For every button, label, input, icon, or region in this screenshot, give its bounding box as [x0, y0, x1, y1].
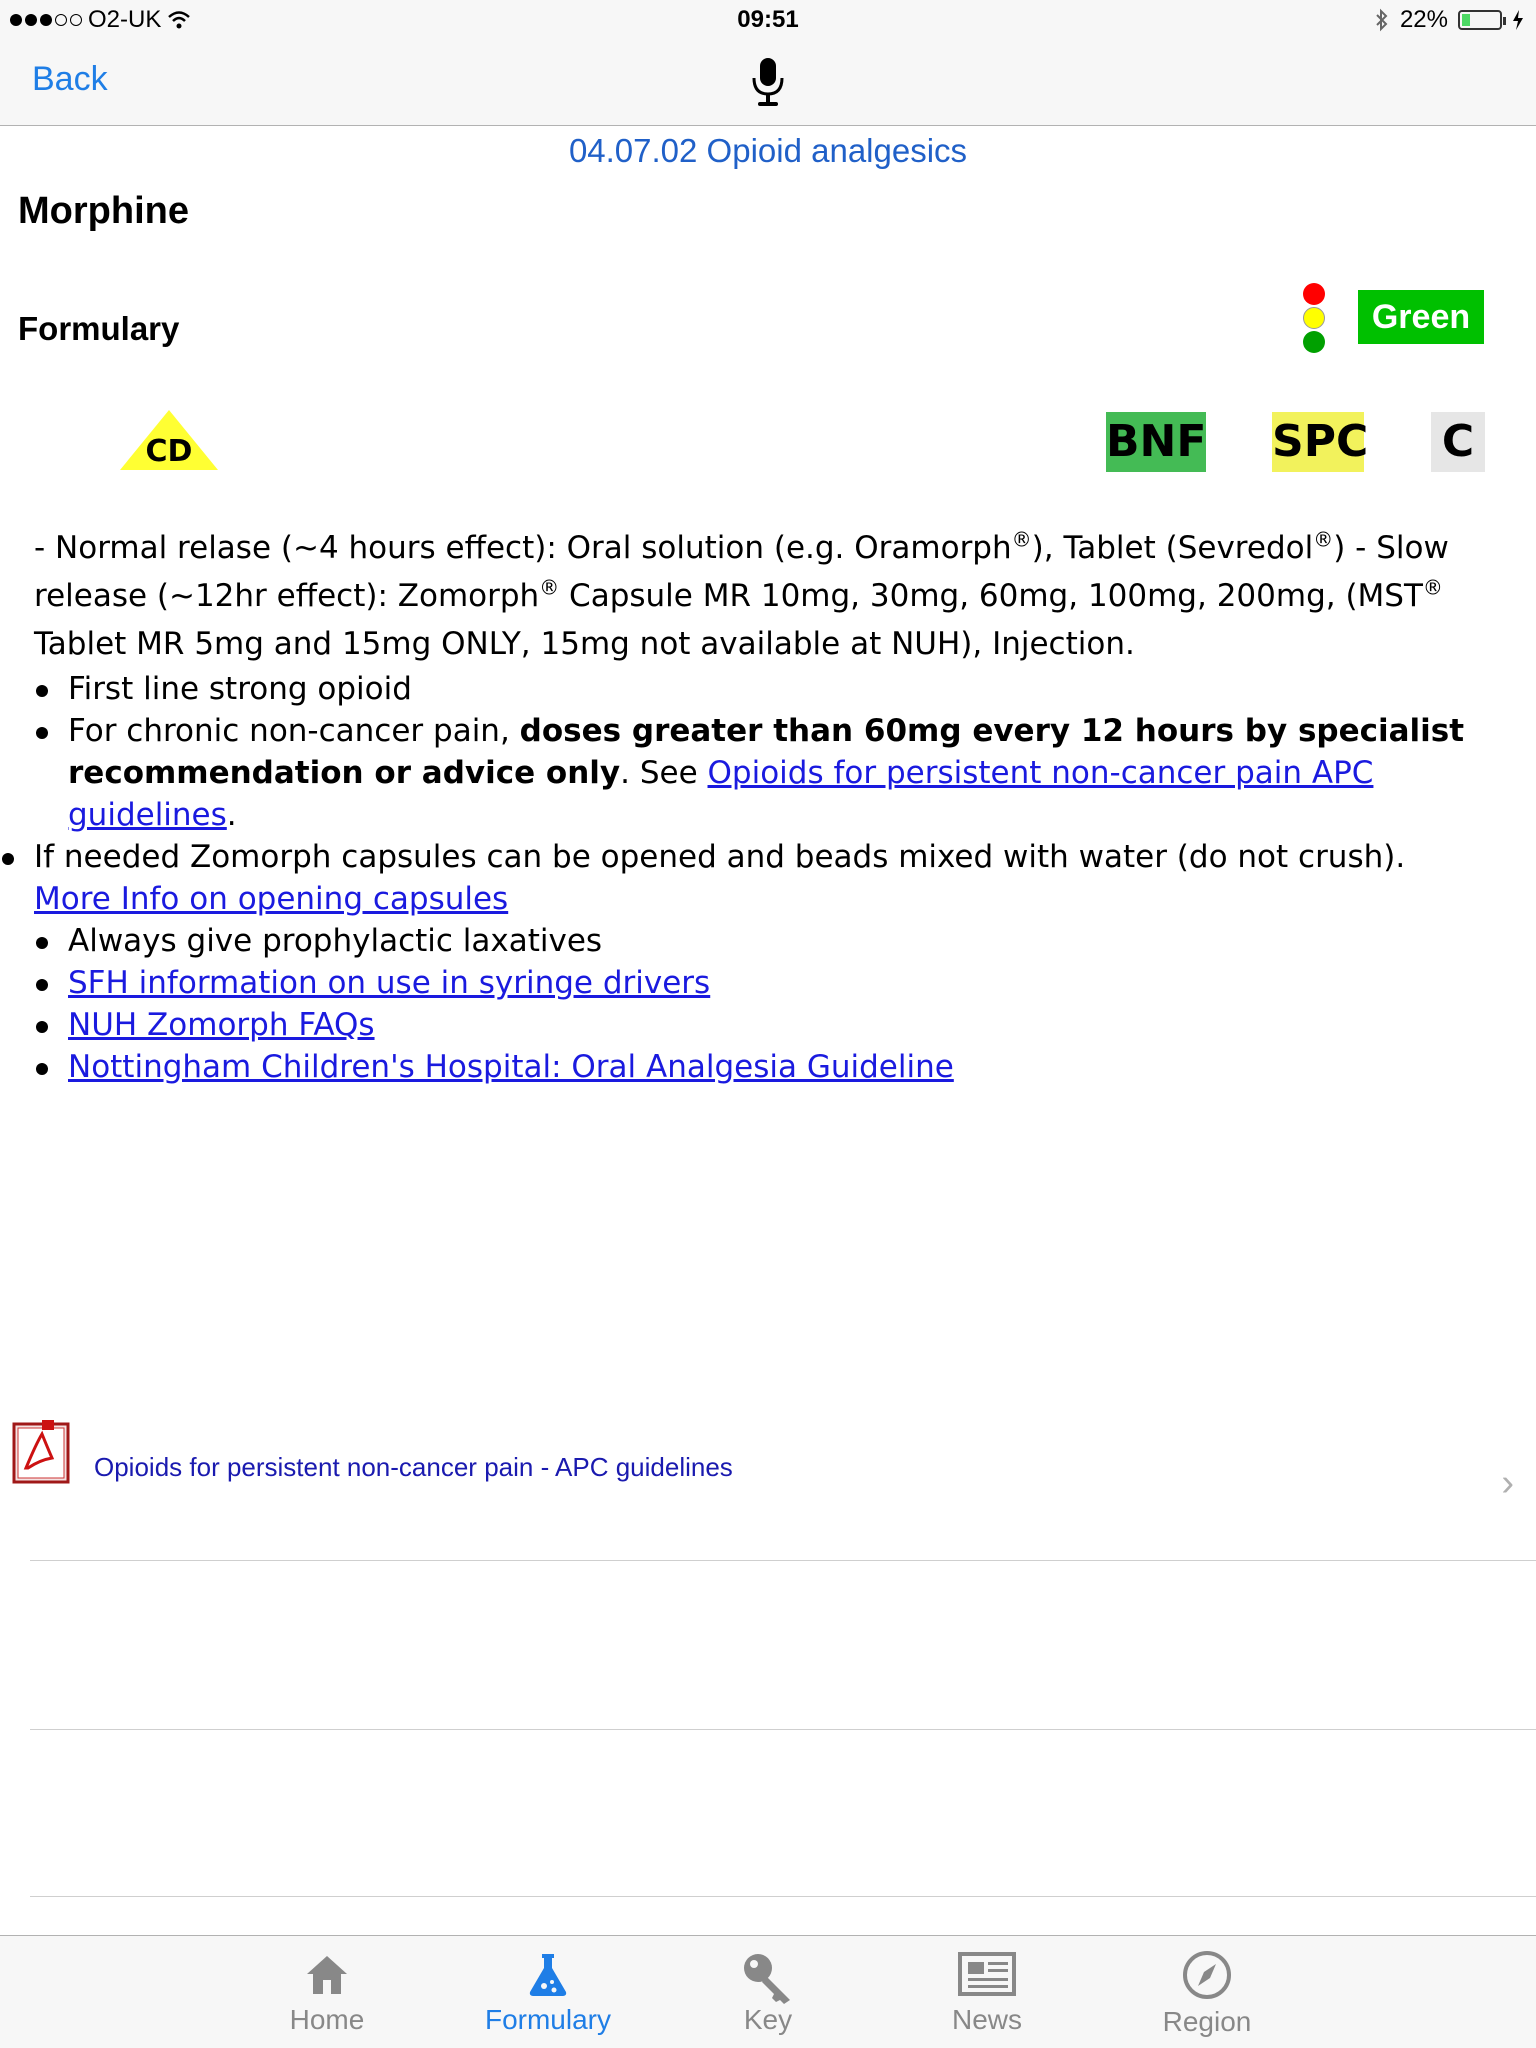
- page-title: Morphine: [18, 190, 189, 232]
- microphone-icon[interactable]: [748, 54, 788, 110]
- bnf-button[interactable]: BNF: [1106, 412, 1206, 472]
- sfh-syringe-drivers-link[interactable]: SFH information on use in syringe drivers: [68, 965, 711, 1001]
- key-icon: [740, 1950, 796, 2006]
- battery-percent: 22%: [1399, 6, 1448, 33]
- list-item: First line strong opioid: [34, 668, 1504, 710]
- list-item: [34, 1046, 1504, 1088]
- section-breadcrumb[interactable]: 04.07.02 Opioid analgesics: [568, 132, 968, 169]
- list-divider: [30, 1729, 1536, 1730]
- chevron-right-icon: ›: [1501, 1462, 1514, 1504]
- tab-home[interactable]: Home: [252, 1944, 402, 2036]
- home-icon: [303, 1950, 351, 1998]
- clock: 09:51: [737, 6, 799, 33]
- list-divider: [30, 1560, 1536, 1561]
- formulation-description: - Normal relase (~4 hours effect): Oral solution (e.g. Oramorph®), Tablet (Sevredol®) - Slow release (~12hr effect): Zomorph® Capsule MR 10mg, 30mg, 60mg, 100mg, 200mg, (MST® Tablet MR 5mg and 15mg ONLY, 15mg not available at NUH), Injection.: [34, 527, 1449, 662]
- childrens-hospital-guideline-link[interactable]: Nottingham Children's Hospital: Oral Analgesia Guideline: [68, 1049, 954, 1085]
- nuh-zomorph-faqs-link[interactable]: NUH Zomorph FAQs: [68, 1007, 375, 1043]
- carrier-name: O2-UK: [88, 6, 162, 33]
- tab-bar: [0, 1935, 1536, 2048]
- pdf-icon: [12, 1420, 72, 1486]
- navigation-bar: [0, 38, 1536, 126]
- list-item: Always give prophylactic laxatives: [34, 920, 1504, 962]
- back-button[interactable]: Back: [32, 60, 108, 98]
- list-item-continuation: [34, 878, 1504, 920]
- newspaper-icon: [958, 1950, 1016, 1998]
- opening-capsules-link[interactable]: More Info on opening capsules: [34, 881, 509, 917]
- prescribing-notes: [34, 668, 1504, 1088]
- traffic-light-status-badge: Green: [1358, 290, 1484, 344]
- bluetooth-icon: [1374, 8, 1390, 32]
- list-divider: [30, 1896, 1536, 1897]
- formulary-status: Formulary: [18, 310, 180, 347]
- compass-icon: [1182, 1950, 1232, 2000]
- status-right: [1374, 6, 1524, 34]
- tab-formulary[interactable]: Formulary: [473, 1944, 623, 2036]
- list-item: [34, 1004, 1504, 1046]
- c-button[interactable]: C: [1431, 412, 1485, 472]
- charging-bolt-icon: [1512, 9, 1524, 31]
- tab-key[interactable]: Key: [693, 1944, 843, 2036]
- spc-button[interactable]: SPC: [1272, 412, 1364, 472]
- tab-news[interactable]: News: [912, 1944, 1062, 2036]
- document-link[interactable]: Opioids for persistent non-cancer pain - APC guidelines: [94, 1452, 733, 1482]
- list-item: If needed Zomorph capsules can be opened and beads mixed with water (do not crush).: [0, 836, 1504, 878]
- list-item: [34, 962, 1504, 1004]
- list-item: For chronic non-cancer pain, doses greater than 60mg every 12 hours by specialist recommendation or advice only. See Opioids for persistent non-cancer pain APC guidelines.: [34, 710, 1504, 836]
- tab-region[interactable]: Region: [1132, 1944, 1282, 2038]
- battery-fill: [1462, 14, 1470, 26]
- apc-guidelines-link[interactable]: Opioids for persistent non-cancer pain APC guidelines: [68, 755, 1374, 833]
- traffic-light-icon: [1303, 283, 1325, 355]
- cd-label: CD: [145, 434, 193, 469]
- document-row[interactable]: [0, 1410, 1536, 1560]
- battery-icon: [1458, 10, 1502, 30]
- status-bar: [0, 0, 1536, 38]
- controlled-drug-badge: [118, 408, 220, 472]
- flask-icon: [524, 1950, 572, 1998]
